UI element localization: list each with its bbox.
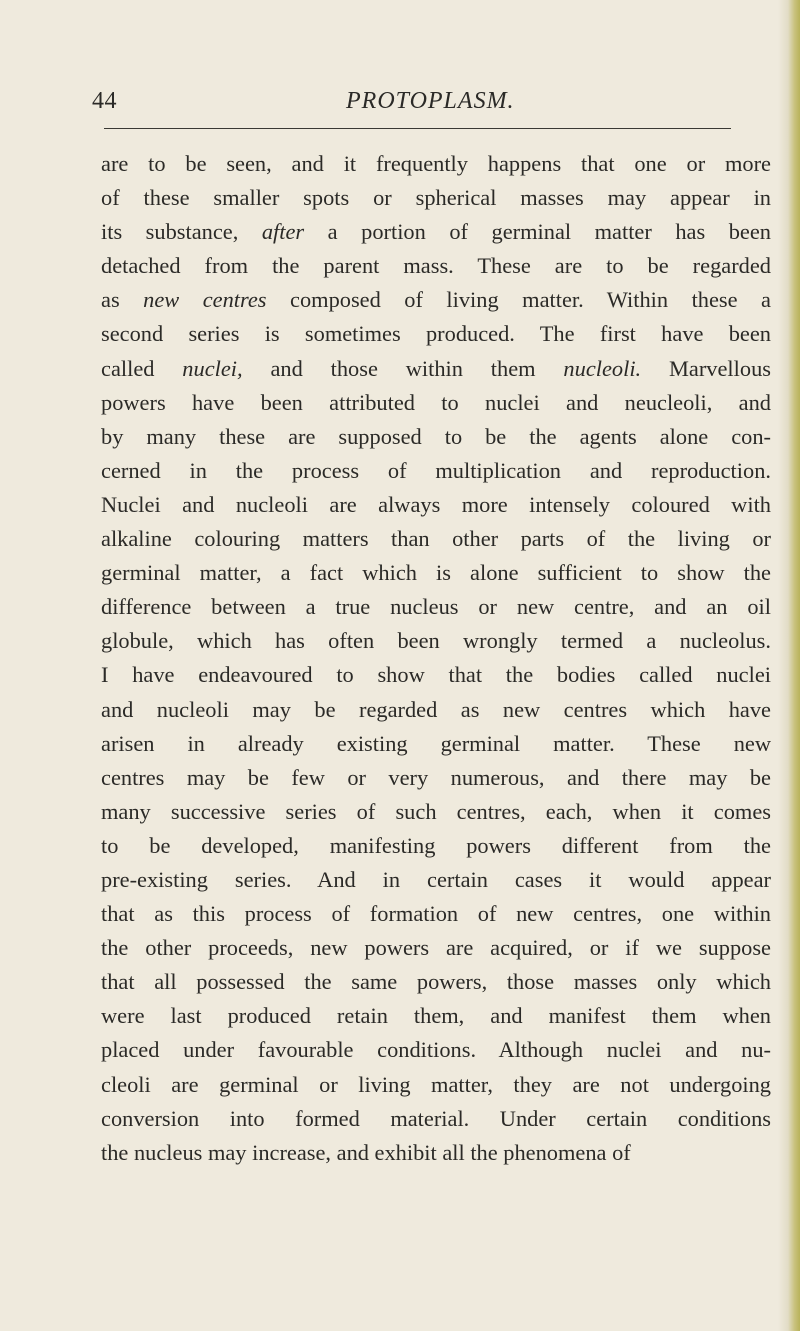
text-line: arisen in already existing germinal matter. These new — [101, 730, 771, 756]
page-number: 44 — [92, 88, 117, 114]
text-line: many successive series of such centres, each, when it comes — [101, 798, 771, 824]
italic-word: nuclei, — [182, 355, 243, 381]
text-line: cleoli are germinal or living matter, they are not undergoing — [101, 1071, 771, 1097]
text-line: cerned in the process of multiplication and reproduction. — [101, 457, 771, 483]
header-rule — [104, 128, 731, 129]
text-line: globule, which has often been wrongly termed a nucleolus. — [101, 628, 771, 654]
text-line: are to be seen, and it frequently happens that one or more — [101, 151, 771, 176]
text-line: and nucleoli may be regarded as new centres which have — [101, 696, 771, 722]
text-line: conversion into formed material. Under certain conditions — [101, 1105, 771, 1131]
text-line: the other proceeds, new powers are acquired, or if we suppose — [101, 935, 771, 961]
text-line: second series is sometimes produced. The first have been — [101, 321, 771, 347]
text-line: placed under favourable conditions. Although nuclei and nu- — [101, 1037, 771, 1063]
text-line: that all possessed the same powers, those masses only which — [101, 969, 771, 995]
text-line: I have endeavoured to show that the bodies called nuclei — [101, 662, 771, 688]
text-line: to be developed, manifesting powers different from the — [101, 832, 771, 858]
italic-word: nucleoli. — [563, 355, 642, 381]
text-line — [101, 215, 771, 249]
text-line — [101, 283, 771, 317]
text-segment: and those within them — [242, 355, 564, 381]
text-line — [101, 352, 771, 386]
text-line: centres may be few or very numerous, and there may be — [101, 764, 771, 790]
text-line: of these smaller spots or spherical masses may appear in — [101, 185, 771, 211]
text-segment: Marvellous — [641, 355, 771, 381]
text-line: alkaline colouring matters than other parts of the living or — [101, 526, 771, 552]
text-segment: called — [101, 355, 183, 381]
text-line: pre-existing series. And in certain cases it would appear — [101, 866, 771, 892]
body-paragraph — [101, 147, 771, 1170]
text-segment: as — [101, 287, 144, 313]
text-segment: a portion of germinal matter has been — [304, 219, 771, 245]
text-line: detached from the parent mass. These are to be regarded — [101, 253, 771, 279]
page-edge-shadow — [778, 0, 800, 1331]
italic-word: new centres — [143, 287, 267, 313]
text-line: were last produced retain them, and manifest them when — [101, 1003, 771, 1029]
text-segment: composed of living matter. Within these a — [266, 287, 771, 313]
text-line: the nucleus may increase, and exhibit all the phenomena of — [101, 1139, 631, 1165]
italic-word: after — [261, 219, 305, 245]
text-line: difference between a true nucleus or new centre, and an oil — [101, 594, 771, 620]
text-line: that as this process of formation of new centres, one within — [101, 901, 771, 927]
page-header — [90, 88, 730, 118]
text-line: powers have been attributed to nuclei and neucleoli, and — [101, 389, 771, 415]
text-line: germinal matter, a fact which is alone sufficient to show the — [101, 560, 771, 586]
running-title: PROTOPLASM. — [346, 88, 515, 114]
text-segment: its substance, — [101, 219, 262, 245]
text-line: by many these are supposed to be the agents alone con- — [101, 423, 771, 449]
text-line: Nuclei and nucleoli are always more intensely coloured with — [101, 491, 771, 517]
